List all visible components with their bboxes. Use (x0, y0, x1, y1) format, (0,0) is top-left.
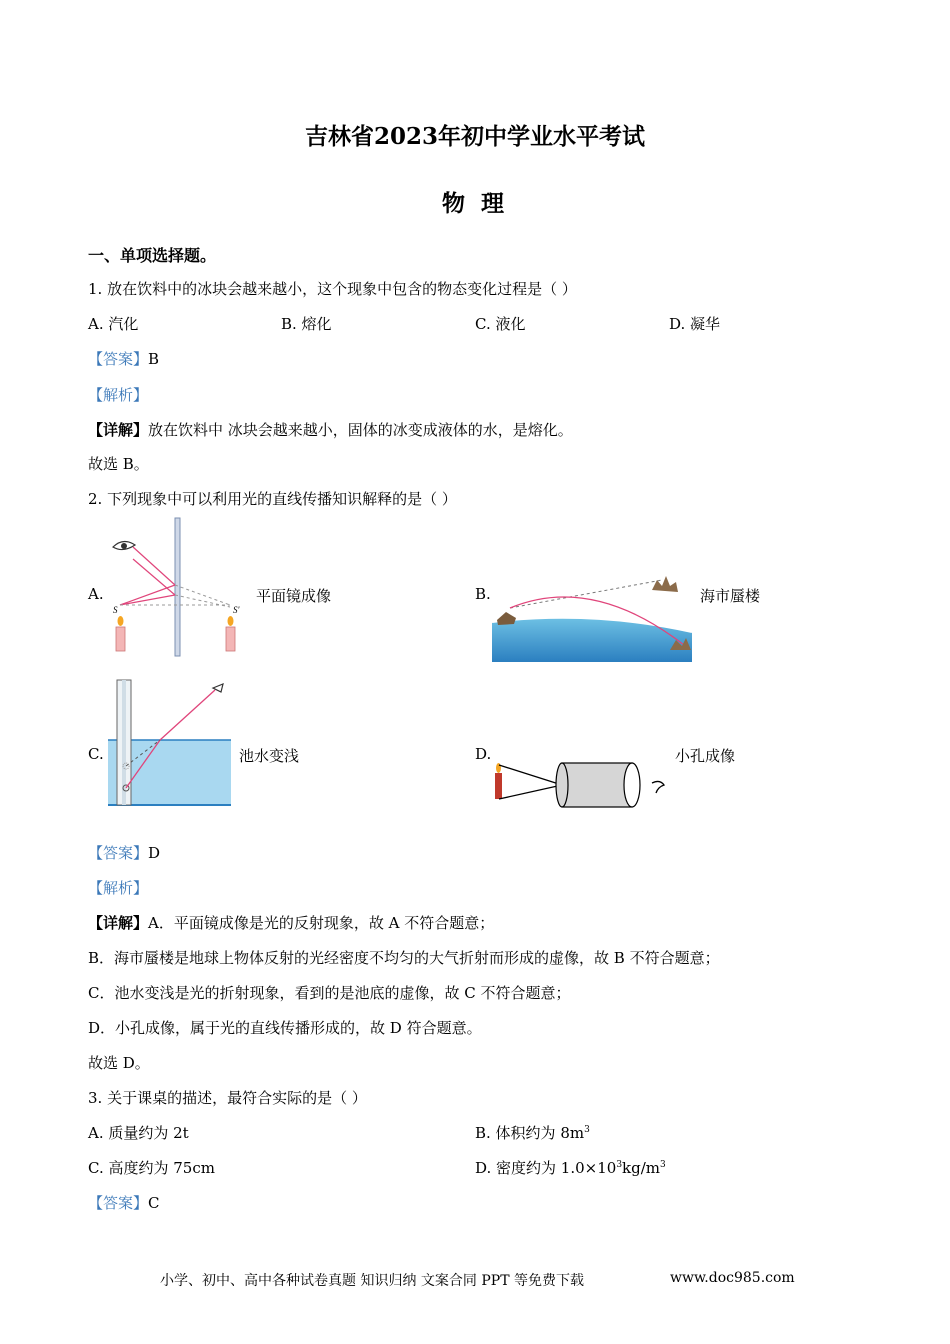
q1-option-c: C. 液化 (475, 315, 526, 333)
answer-value: D (148, 844, 161, 862)
q2-answer (88, 842, 160, 863)
q1-option-b: B. 熔化 (281, 315, 332, 333)
q3-option-d-text: D. 密度约为 1.0×10 (475, 1159, 617, 1177)
answer-value: C (148, 1194, 160, 1212)
q1-analysis-tag: 【解析】 (88, 386, 149, 404)
q2-option-c-letter: C. (88, 745, 104, 763)
q2-analysis-tag: 【解析】 (88, 879, 149, 897)
superscript: 3 (660, 1160, 666, 1170)
q2-option-c-caption: 池水变浅 (239, 747, 300, 765)
pinhole-figure (490, 755, 670, 813)
q1-answer (88, 348, 159, 369)
q2-detail-a (88, 912, 494, 933)
footer-text: 小学、初中、高中各种试卷真题 知识归纳 文案合同 PPT 等免费下载 (160, 1273, 584, 1289)
source-label: S (113, 605, 118, 615)
q1-option-a: A. 汽化 (88, 315, 139, 333)
mirage-figure (492, 570, 694, 662)
mirage-image-icon (652, 576, 678, 592)
q3-option-d-unit: kg/m (622, 1159, 661, 1177)
q1-option-d: D. 凝华 (669, 315, 721, 333)
answer-tag: 【答案】 (88, 844, 149, 862)
answer-value: B (148, 350, 160, 368)
superscript: 3 (584, 1125, 590, 1135)
q2-option-b-letter: B. (475, 585, 491, 603)
pool-figure (105, 678, 237, 810)
plane-mirror-figure (105, 515, 250, 660)
q3-stem: 3. 关于课桌的描述，最符合实际的是（ ） (88, 1089, 367, 1107)
q3-option-a: A. 质量约为 2t (88, 1124, 189, 1142)
q2-option-a-caption: 平面镜成像 (256, 587, 332, 605)
q2-detail-c: C．池水变浅是光的折射现象，看到的是池底的虚像，故 C 不符合题意； (88, 984, 571, 1002)
detail-tag: 【详解】 (88, 914, 149, 932)
answer-tag: 【答案】 (88, 1194, 149, 1212)
eye-icon (652, 781, 664, 793)
q3-answer (88, 1192, 160, 1213)
q2-conclusion: 故选 D。 (88, 1054, 150, 1072)
image-label: S' (233, 605, 240, 615)
detail-text: 放在饮料中 冰块会越来越小，固体的冰变成液体的水，是熔化。 (148, 421, 573, 439)
q2-detail-d: D．小孔成像，属于光的直线传播形成的，故 D 符合题意。 (88, 1019, 482, 1037)
answer-tag: 【答案】 (88, 350, 149, 368)
subject-title: 物 理 (441, 190, 508, 217)
footer-link[interactable]: www.doc985.com (670, 1270, 795, 1286)
section-heading: 一、单项选择题。 (88, 246, 217, 265)
q2-option-d-letter: D. (475, 745, 492, 763)
q1-detail (88, 419, 573, 440)
q3-option-c: C. 高度约为 75cm (88, 1159, 215, 1177)
q3-option-d (475, 1157, 666, 1178)
q1-conclusion: 故选 B。 (88, 455, 149, 473)
page-title: 吉林省2023年初中学业水平考试 (304, 123, 645, 150)
q1-stem: 1. 放在饮料中的冰块会越来越小，这个现象中包含的物态变化过程是（ ） (88, 280, 577, 298)
q2-option-d-caption: 小孔成像 (675, 747, 736, 765)
q2-option-b-caption: 海市蜃楼 (700, 587, 761, 605)
superscript: 3 (616, 1160, 623, 1170)
detail-tag: 【详解】 (88, 421, 149, 439)
q3-option-b (475, 1122, 590, 1143)
q3-option-b-text: B. 体积约为 8m (475, 1124, 585, 1142)
detail-text: A．平面镜成像是光的反射现象，故 A 不符合题意； (148, 914, 495, 932)
q2-stem: 2. 下列现象中可以利用光的直线传播知识解释的是（ ） (88, 490, 457, 508)
q2-option-a-letter: A. (88, 585, 104, 603)
q2-detail-b: B．海市蜃楼是地球上物体反射的光经密度不均匀的大气折射而形成的虚像，故 B 不符合题意； (88, 949, 720, 967)
